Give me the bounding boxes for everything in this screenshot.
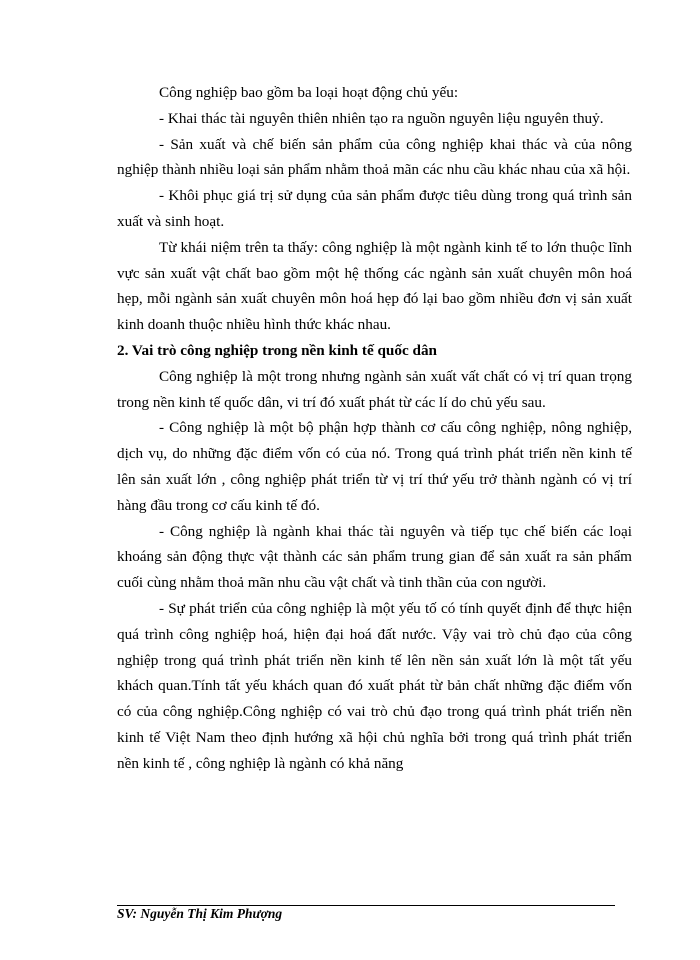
paragraph-role-structure: - Công nghiệp là một bộ phận hợp thành cơ cấu công nghiệp, nông nghiệp, dịch vụ, do những đặc điểm vốn có của nó. Trong quá trình phát triển nền kinh tế lên sản xuất lớn , công nghiệp phát triển từ vị trí thứ yếu trở thành ngành có vị trí hàng đầu trong cơ cấu kinh tế đó. [117,419,632,514]
section-heading: 2. Vai trò công nghiệp trong nền kinh tế quốc dân [117,341,437,359]
paragraph-role-industrialization: - Sự phát triển của công nghiệp là một yếu tố có tính quyết định để thực hiện quá trình công nghiệp hoá, hiện đại hoá đất nước. Vậy vai trò chủ đạo của công nghiệp trong quá trình phát triển nền kinh tế lên nền sản xuất lớn là một tất yếu khách quan.Tính tất yếu khách quan đó xuất phát từ bản chất những đặc điểm vốn có của công nghiệp.Công nghiệp có vai trò chủ đạo trong quá trình phát triển nền kinh tế Việt Nam theo định hướng xã hội chủ nghĩa bởi trong quá trình phát triển nền kinh tế , công nghiệp là ngành có khả năng [117,599,632,772]
paragraph-role-intro: Công nghiệp là một trong nhưng ngành sản xuất vất chất có vị trí quan trọng trong nền kinh tế quốc dân, vi trí đó xuất phát từ các lí do chủ yếu sau. [117,367,632,411]
footer-author: SV: Nguyễn Thị Kim Phượng [117,906,283,921]
paragraph-bullet-processing: - Sản xuất và chế biến sản phẩm của công nghiệp khai thác và của nông nghiệp thành nhiều loại sản phẩm nhằm thoả mãn các nhu cầu khác nhau của xã hội. [117,135,632,179]
document-body [117,80,632,777]
paragraph-bullet-extraction: - Khai thác tài nguyên thiên nhiên tạo ra nguồn nguyên liệu nguyên thuỷ. [159,109,604,127]
paragraph-bullet-restoration: - Khôi phục giá trị sử dụng của sản phẩm được tiêu dùng trong quá trình sản xuất và sinh hoạt. [117,187,632,230]
paragraph-role-resources: - Công nghiệp là ngành khai thác tài nguyên và tiếp tục chế biến các loại khoáng sản động thực vật thành các sản phẩm trung gian để sản xuất ra sản phẩm cuối cùng nhằm thoả mãn nhu cầu vật chất và tinh thần của con người. [117,522,632,592]
paragraph-conclusion: Từ khái niệm trên ta thấy: công nghiệp là một ngành kinh tế to lớn thuộc lĩnh vực sản xuất vật chất bao gồm một hệ thống các ngành sản xuất chuyên môn hoá hẹp, mỗi ngành sản xuất chuyên môn hoá hẹp đó lại bao gồm nhiều đơn vị sản xuất kinh doanh thuộc nhiều hình thức khác nhau. [117,238,632,334]
paragraph-intro: Công nghiệp bao gồm ba loại hoạt động chủ yếu: [159,84,459,101]
